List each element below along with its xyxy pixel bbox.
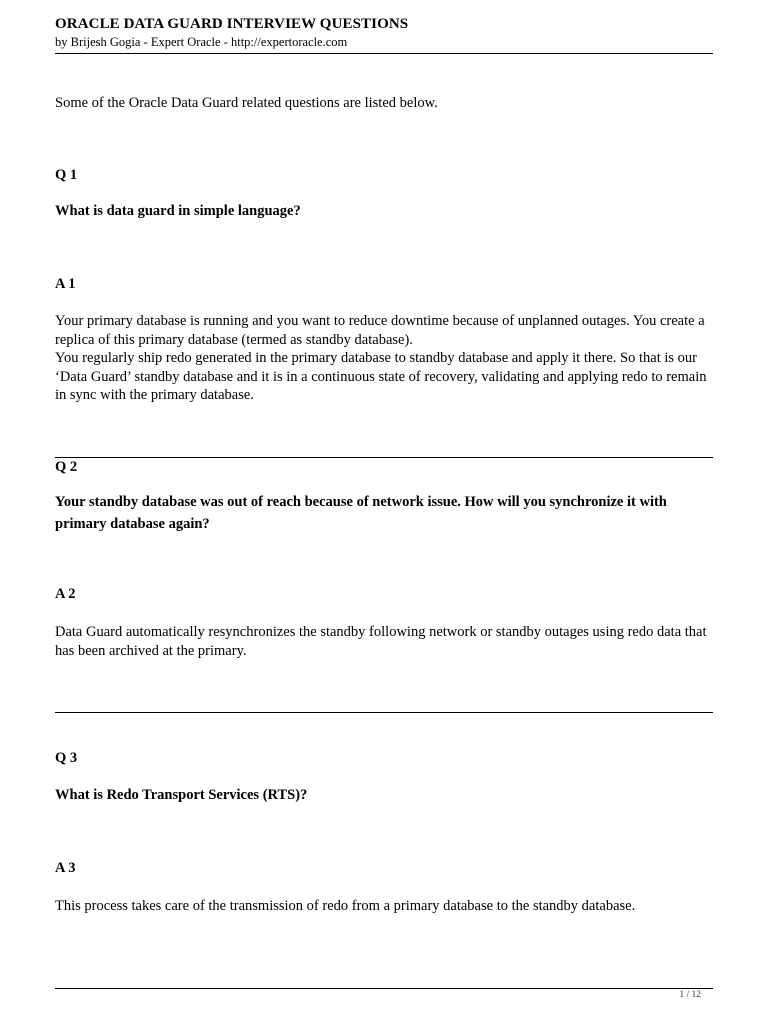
document-title: ORACLE DATA GUARD INTERVIEW QUESTIONS (55, 16, 409, 32)
intro-text: Some of the Oracle Data Guard related questions are listed below. (55, 95, 438, 111)
answer-label: A 1 (55, 276, 76, 292)
answer-paragraph: Data Guard automatically resynchronizes the standby following network or standby outages using redo data that has been archived at the primary. (55, 624, 707, 659)
section-divider (55, 712, 713, 713)
answer-text (55, 897, 713, 916)
answer-paragraph: Your primary database is running and you want to reduce downtime because of unplanned outages. You create a replica of this primary database (termed as standby database). (55, 313, 705, 348)
question-label: Q 1 (55, 167, 78, 183)
answer-text (55, 623, 713, 660)
question-text: What is data guard in simple language? (55, 203, 301, 219)
document-page (55, 0, 713, 1024)
header-divider (55, 53, 713, 54)
question-text: Your standby database was out of reach because of network issue. How will you synchronize it with primary database again? (55, 494, 667, 532)
question-label: Q 3 (55, 750, 78, 766)
footer-divider (55, 988, 713, 989)
question-text: What is Redo Transport Services (RTS)? (55, 787, 308, 803)
answer-text (55, 312, 713, 405)
answer-paragraph: This process takes care of the transmission of redo from a primary database to the standby database. (55, 898, 636, 914)
answer-label: A 3 (55, 860, 76, 876)
answer-label: A 2 (55, 586, 76, 602)
answer-paragraph: You regularly ship redo generated in the primary database to standby database and apply it there. So that is our ‘Data Guard’ standby database and it is in a continuous state of recovery, validating and applying redo to remain in sync with the primary database. (55, 350, 707, 403)
page-number: 1 / 12 (679, 990, 701, 1000)
question-label: Q 2 (55, 459, 78, 475)
document-byline: by Brijesh Gogia - Expert Oracle - http://expertoracle.com (55, 35, 348, 49)
